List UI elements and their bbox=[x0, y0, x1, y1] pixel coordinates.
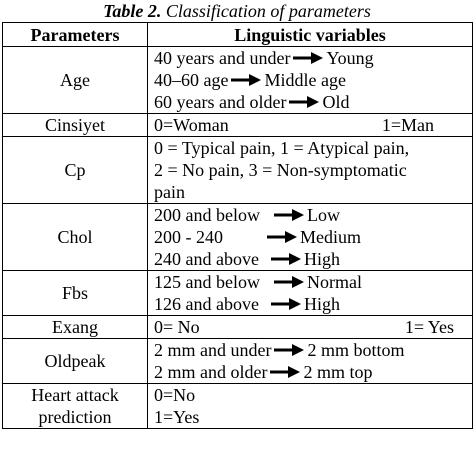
variables-chol bbox=[148, 204, 473, 271]
value-man: 1=Man bbox=[381, 115, 434, 135]
param-oldpeak: Oldpeak bbox=[3, 339, 148, 384]
mapping-line: 200 - 240 Medium bbox=[154, 227, 361, 247]
value-woman: 0=Woman bbox=[154, 115, 229, 135]
right-arrow-icon bbox=[274, 343, 304, 357]
table-row-chol bbox=[3, 204, 473, 271]
param-chol: Chol bbox=[3, 204, 148, 271]
param-cp: Cp bbox=[3, 137, 148, 204]
text-line: pain bbox=[154, 182, 185, 202]
table-row-cp bbox=[3, 137, 473, 204]
table-row-fbs bbox=[3, 271, 473, 316]
table-row-cinsiyet bbox=[3, 114, 473, 137]
right-arrow-icon bbox=[267, 230, 297, 244]
mapping-line: 126 and above High bbox=[154, 294, 340, 314]
param-heart-attack-prediction: Heart attack prediction bbox=[3, 384, 148, 429]
mapping-line: 2 mm and older 2 mm top bbox=[154, 362, 373, 382]
param-exang: Exang bbox=[3, 316, 148, 339]
mapping-line: 40 years and under Young bbox=[154, 48, 374, 68]
text-line: 1=Yes bbox=[154, 407, 200, 427]
variables-heart-attack bbox=[148, 384, 473, 429]
mapping-line: 60 years and older Old bbox=[154, 92, 350, 112]
header-linguistic-variables: Linguistic variables bbox=[148, 23, 473, 47]
text-line: 0=No bbox=[154, 385, 196, 405]
table-caption bbox=[0, 0, 474, 22]
table-row-age bbox=[3, 47, 473, 114]
variables-age bbox=[148, 47, 473, 114]
mapping-line: 200 and below Low bbox=[154, 205, 340, 225]
text-line: 2 = No pain, 3 = Non-symptomatic bbox=[154, 160, 407, 180]
caption-label: Table 2. bbox=[103, 1, 162, 21]
right-arrow-icon bbox=[231, 73, 261, 87]
variables-fbs bbox=[148, 271, 473, 316]
mapping-line: 40–60 age Middle age bbox=[154, 70, 346, 90]
variables-exang bbox=[148, 316, 473, 339]
value-yes: 1= Yes bbox=[404, 317, 454, 337]
param-age: Age bbox=[3, 47, 148, 114]
right-arrow-icon bbox=[274, 208, 304, 222]
mapping-line: 125 and below Normal bbox=[154, 272, 362, 292]
mapping-line: 2 mm and under 2 mm bottom bbox=[154, 340, 405, 360]
parameters-table bbox=[2, 22, 473, 429]
right-arrow-icon bbox=[270, 365, 300, 379]
right-arrow-icon bbox=[293, 51, 323, 65]
variables-oldpeak bbox=[148, 339, 473, 384]
right-arrow-icon bbox=[271, 252, 301, 266]
table-row-oldpeak bbox=[3, 339, 473, 384]
right-arrow-icon bbox=[271, 297, 301, 311]
mapping-line: 240 and above High bbox=[154, 249, 340, 269]
param-cinsiyet: Cinsiyet bbox=[3, 114, 148, 137]
table-row-heart-attack bbox=[3, 384, 473, 429]
param-fbs: Fbs bbox=[3, 271, 148, 316]
value-no: 0= No bbox=[154, 317, 200, 337]
caption-title: Classification of parameters bbox=[165, 1, 371, 21]
text-line: 0 = Typical pain, 1 = Atypical pain, bbox=[154, 138, 410, 158]
table-row-exang bbox=[3, 316, 473, 339]
header-parameters: Parameters bbox=[3, 23, 148, 47]
variables-cp bbox=[148, 137, 473, 204]
right-arrow-icon bbox=[274, 275, 304, 289]
right-arrow-icon bbox=[289, 95, 319, 109]
header-row bbox=[3, 23, 473, 47]
variables-cinsiyet bbox=[148, 114, 473, 137]
